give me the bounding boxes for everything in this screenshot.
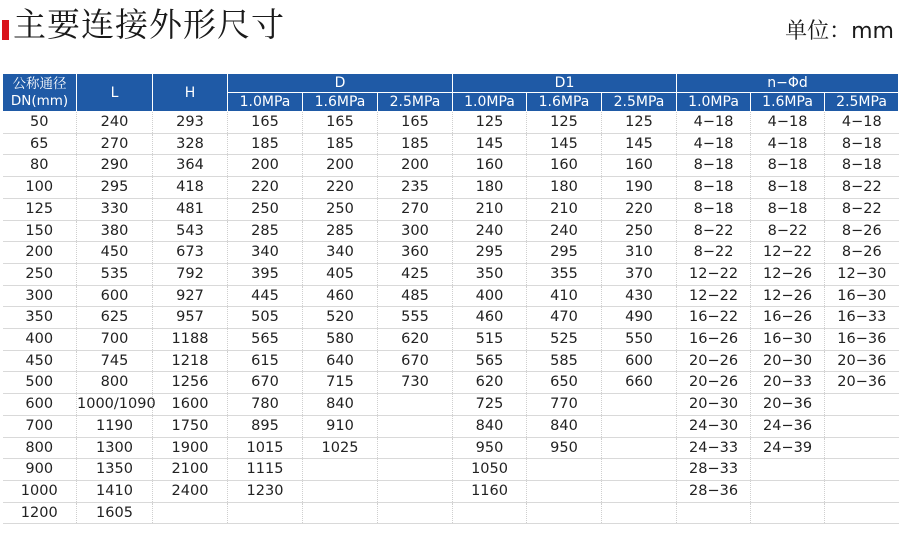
cell-d-2-5: 670 [378,350,453,372]
cell-nd-1-0: 24−30 [677,415,751,437]
cell-d1-1-6: 355 [527,263,602,285]
cell-nd-1-0: 8−18 [677,198,751,220]
cell-d1-1-0: 400 [453,285,527,307]
cell-d1-1-6: 145 [527,133,602,155]
cell-l: 240 [77,112,153,134]
cell-d1-2-5: 220 [602,198,677,220]
table-row [3,459,899,481]
table-row [3,112,899,134]
cell-d-1-6 [303,502,378,524]
cell-nd-2-5: 8−22 [825,198,899,220]
cell-nd-2-5 [825,415,899,437]
cell-nd-1-6: 24−36 [751,415,825,437]
cell-d-2-5: 300 [378,220,453,242]
header-nd-pressure-3: 2.5MPa [825,93,899,112]
cell-nd-1-0: 28−36 [677,480,751,502]
cell-d1-1-0: 565 [453,350,527,372]
cell-nd-1-0: 8−18 [677,155,751,177]
header-dn [3,74,77,112]
unit-label: 单位：mm [785,19,894,44]
cell-d1-1-0: 725 [453,394,527,416]
cell-d1-2-5: 550 [602,329,677,351]
cell-d1-2-5: 490 [602,307,677,329]
header-d1-pressure-2: 1.6MPa [527,93,602,112]
cell-nd-2-5 [825,394,899,416]
cell-d-1-0: 780 [228,394,303,416]
cell-d-1-0: 445 [228,285,303,307]
cell-d-1-0: 185 [228,133,303,155]
cell-l: 295 [77,177,153,199]
cell-nd-2-5: 20−36 [825,350,899,372]
cell-h: 2100 [153,459,228,481]
table-row [3,307,899,329]
cell-h: 1600 [153,394,228,416]
cell-d-1-6 [303,480,378,502]
cell-d-1-0: 250 [228,198,303,220]
cell-d-1-0: 1015 [228,437,303,459]
cell-nd-1-6: 8−18 [751,198,825,220]
cell-d-1-0: 220 [228,177,303,199]
cell-l: 600 [77,285,153,307]
cell-nd-1-0: 16−22 [677,307,751,329]
header-nd-pressure-1: 1.0MPa [677,93,751,112]
cell-nd-1-0: 16−26 [677,329,751,351]
cell-d1-2-5: 430 [602,285,677,307]
cell-nd-1-0: 20−26 [677,372,751,394]
cell-nd-1-6: 12−26 [751,263,825,285]
cell-nd-1-0: 12−22 [677,285,751,307]
cell-d-1-6: 340 [303,242,378,264]
cell-l: 1605 [77,502,153,524]
cell-d-1-0: 895 [228,415,303,437]
cell-d-1-0: 200 [228,155,303,177]
cell-d1-1-0: 840 [453,415,527,437]
cell-d-2-5 [378,459,453,481]
cell-dn: 1000 [3,480,77,502]
cell-h: 481 [153,198,228,220]
cell-nd-1-6: 12−26 [751,285,825,307]
cell-d1-1-6: 770 [527,394,602,416]
cell-nd-1-0: 4−18 [677,133,751,155]
cell-d1-1-6: 210 [527,198,602,220]
cell-d-1-6: 640 [303,350,378,372]
cell-nd-2-5: 8−26 [825,220,899,242]
cell-nd-1-0: 28−33 [677,459,751,481]
cell-d-2-5: 235 [378,177,453,199]
cell-nd-1-6 [751,480,825,502]
cell-d-1-6: 520 [303,307,378,329]
cell-nd-2-5 [825,437,899,459]
cell-nd-2-5: 20−36 [825,372,899,394]
cell-h: 418 [153,177,228,199]
cell-nd-2-5: 12−30 [825,263,899,285]
header-nd-pressure-2: 1.6MPa [751,93,825,112]
cell-dn: 100 [3,177,77,199]
cell-d-1-6: 165 [303,112,378,134]
cell-d-1-0: 285 [228,220,303,242]
cell-h: 293 [153,112,228,134]
cell-dn: 800 [3,437,77,459]
cell-nd-1-0: 20−26 [677,350,751,372]
cell-d1-1-6 [527,502,602,524]
cell-d-1-0: 670 [228,372,303,394]
cell-dn: 700 [3,415,77,437]
cell-d1-2-5 [602,394,677,416]
cell-nd-1-0: 12−22 [677,263,751,285]
cell-dn: 900 [3,459,77,481]
table-row [3,329,899,351]
cell-d1-1-0: 240 [453,220,527,242]
cell-d1-1-6: 585 [527,350,602,372]
cell-d-2-5 [378,394,453,416]
cell-l: 1000/1090 [77,394,153,416]
cell-d1-1-6: 650 [527,372,602,394]
cell-d-1-0: 505 [228,307,303,329]
cell-d1-2-5: 190 [602,177,677,199]
cell-dn: 350 [3,307,77,329]
cell-dn: 450 [3,350,77,372]
cell-d-1-6: 580 [303,329,378,351]
cell-d1-1-0 [453,502,527,524]
cell-d-2-5: 485 [378,285,453,307]
header-d-pressure-1: 1.0MPa [228,93,303,112]
cell-d1-1-6: 840 [527,415,602,437]
header-d-pressure-2: 1.6MPa [303,93,378,112]
cell-nd-1-0: 8−22 [677,220,751,242]
cell-d-1-6: 405 [303,263,378,285]
cell-dn: 600 [3,394,77,416]
cell-d-1-0: 565 [228,329,303,351]
cell-d1-2-5 [602,459,677,481]
cell-d-1-6: 200 [303,155,378,177]
table-row [3,263,899,285]
header-l: L [77,74,153,112]
cell-h: 1900 [153,437,228,459]
cell-nd-2-5: 8−22 [825,177,899,199]
cell-d1-1-6: 160 [527,155,602,177]
cell-d-1-0: 615 [228,350,303,372]
table-row [3,133,899,155]
table-row [3,415,899,437]
cell-nd-1-0: 4−18 [677,112,751,134]
cell-d1-1-6: 295 [527,242,602,264]
cell-d1-1-6: 950 [527,437,602,459]
cell-d1-1-6: 125 [527,112,602,134]
table-header [3,74,899,112]
cell-nd-1-6: 8−22 [751,220,825,242]
cell-nd-1-0: 20−30 [677,394,751,416]
cell-l: 380 [77,220,153,242]
cell-nd-2-5 [825,502,899,524]
cell-d1-2-5: 145 [602,133,677,155]
cell-d-1-0: 165 [228,112,303,134]
cell-l: 1300 [77,437,153,459]
cell-nd-2-5 [825,480,899,502]
cell-d-1-0 [228,502,303,524]
cell-d-2-5: 270 [378,198,453,220]
cell-d-1-0: 340 [228,242,303,264]
cell-nd-1-0: 24−33 [677,437,751,459]
cell-d-1-6: 185 [303,133,378,155]
page-title: 主要连接外形尺寸 [13,4,285,44]
cell-d1-2-5 [602,480,677,502]
cell-d-2-5: 730 [378,372,453,394]
cell-l: 330 [77,198,153,220]
cell-d-1-6 [303,459,378,481]
header-d: D [228,74,453,93]
cell-nd-2-5: 16−30 [825,285,899,307]
header-d-pressure-3: 2.5MPa [378,93,453,112]
table-row [3,155,899,177]
cell-nd-2-5: 4−18 [825,112,899,134]
cell-d-2-5: 165 [378,112,453,134]
cell-dn: 400 [3,329,77,351]
cell-d-1-0: 1230 [228,480,303,502]
cell-nd-1-6: 8−18 [751,177,825,199]
cell-l: 1410 [77,480,153,502]
table-row [3,220,899,242]
cell-d1-1-6: 240 [527,220,602,242]
header-d1-pressure-3: 2.5MPa [602,93,677,112]
cell-d-1-6: 250 [303,198,378,220]
cell-l: 800 [77,372,153,394]
cell-nd-1-0: 8−18 [677,177,751,199]
cell-dn: 250 [3,263,77,285]
cell-d1-2-5: 370 [602,263,677,285]
title-marker-icon [2,20,9,40]
cell-d1-1-0: 460 [453,307,527,329]
cell-d-1-6: 715 [303,372,378,394]
header-d1: D1 [453,74,677,93]
cell-nd-1-6: 8−18 [751,155,825,177]
cell-d1-1-0: 295 [453,242,527,264]
cell-l: 290 [77,155,153,177]
cell-d-2-5: 185 [378,133,453,155]
table-row [3,242,899,264]
cell-d-1-0: 395 [228,263,303,285]
table-row [3,502,899,524]
table-row [3,372,899,394]
cell-nd-1-6: 4−18 [751,133,825,155]
cell-h: 792 [153,263,228,285]
cell-d1-2-5: 600 [602,350,677,372]
cell-h [153,502,228,524]
cell-h: 543 [153,220,228,242]
cell-l: 270 [77,133,153,155]
cell-nd-1-0: 8−22 [677,242,751,264]
cell-d-2-5 [378,502,453,524]
cell-d1-1-0: 1050 [453,459,527,481]
cell-d-1-6: 910 [303,415,378,437]
cell-d-2-5: 360 [378,242,453,264]
cell-dn: 150 [3,220,77,242]
cell-d1-2-5 [602,502,677,524]
cell-nd-1-6 [751,502,825,524]
cell-d-1-0: 1115 [228,459,303,481]
cell-nd-1-6: 24−39 [751,437,825,459]
cell-l: 1190 [77,415,153,437]
cell-h: 2400 [153,480,228,502]
cell-dn: 50 [3,112,77,134]
cell-h: 1256 [153,372,228,394]
cell-d1-2-5: 310 [602,242,677,264]
cell-dn: 1200 [3,502,77,524]
cell-d1-2-5 [602,415,677,437]
cell-d1-1-6: 180 [527,177,602,199]
cell-l: 625 [77,307,153,329]
table-row [3,285,899,307]
cell-d1-2-5 [602,437,677,459]
cell-nd-1-6: 4−18 [751,112,825,134]
cell-h: 364 [153,155,228,177]
cell-d1-1-0: 125 [453,112,527,134]
table-row [3,394,899,416]
cell-d1-1-0: 180 [453,177,527,199]
cell-h: 328 [153,133,228,155]
cell-nd-1-6: 16−30 [751,329,825,351]
cell-d1-2-5: 125 [602,112,677,134]
table-row [3,437,899,459]
cell-d1-2-5: 660 [602,372,677,394]
cell-dn: 125 [3,198,77,220]
cell-dn: 300 [3,285,77,307]
cell-l: 745 [77,350,153,372]
cell-dn: 80 [3,155,77,177]
cell-d-2-5: 425 [378,263,453,285]
cell-nd-1-6: 12−22 [751,242,825,264]
cell-d-1-6: 220 [303,177,378,199]
cell-d1-1-0: 160 [453,155,527,177]
header-n-phi-d: n−Φd [677,74,899,93]
header-h: H [153,74,228,112]
cell-nd-1-0 [677,502,751,524]
cell-dn: 65 [3,133,77,155]
cell-d-1-6: 1025 [303,437,378,459]
cell-d1-1-0: 1160 [453,480,527,502]
cell-d1-1-0: 210 [453,198,527,220]
cell-h: 1750 [153,415,228,437]
cell-l: 450 [77,242,153,264]
cell-d-1-6: 285 [303,220,378,242]
cell-dn: 500 [3,372,77,394]
cell-nd-1-6: 16−26 [751,307,825,329]
cell-d-2-5 [378,437,453,459]
header-dn-line2: DN(mm) [10,92,69,109]
cell-l: 700 [77,329,153,351]
table-row [3,177,899,199]
cell-d-1-6: 840 [303,394,378,416]
cell-d1-1-6 [527,480,602,502]
cell-d1-2-5: 160 [602,155,677,177]
cell-h: 1188 [153,329,228,351]
cell-d-1-6: 460 [303,285,378,307]
cell-nd-2-5: 8−18 [825,133,899,155]
cell-h: 957 [153,307,228,329]
cell-nd-1-6: 20−30 [751,350,825,372]
cell-d1-1-0: 620 [453,372,527,394]
cell-d1-1-0: 350 [453,263,527,285]
cell-d1-1-0: 950 [453,437,527,459]
cell-d1-1-6: 410 [527,285,602,307]
cell-h: 673 [153,242,228,264]
cell-d1-2-5: 250 [602,220,677,242]
cell-d1-1-0: 145 [453,133,527,155]
cell-l: 1350 [77,459,153,481]
cell-l: 535 [77,263,153,285]
table-row [3,350,899,372]
cell-nd-2-5 [825,459,899,481]
table-body [3,112,899,524]
cell-dn: 200 [3,242,77,264]
cell-nd-1-6 [751,459,825,481]
cell-nd-2-5: 8−18 [825,155,899,177]
cell-h: 927 [153,285,228,307]
cell-d-2-5: 555 [378,307,453,329]
table-row [3,480,899,502]
header-d1-pressure-1: 1.0MPa [453,93,527,112]
cell-nd-2-5: 16−36 [825,329,899,351]
cell-nd-1-6: 20−33 [751,372,825,394]
cell-h: 1218 [153,350,228,372]
dimension-table [2,73,899,524]
cell-d-2-5: 620 [378,329,453,351]
cell-d1-1-6: 525 [527,329,602,351]
cell-d1-1-6: 470 [527,307,602,329]
cell-nd-2-5: 16−33 [825,307,899,329]
cell-d1-1-0: 515 [453,329,527,351]
cell-d-2-5: 200 [378,155,453,177]
table-row [3,198,899,220]
cell-d1-1-6 [527,459,602,481]
cell-d-2-5 [378,415,453,437]
cell-d-2-5 [378,480,453,502]
title-bar [0,0,285,44]
cell-nd-2-5: 8−26 [825,242,899,264]
header-dn-line1: 公称通径 [12,75,67,92]
cell-nd-1-6: 20−36 [751,394,825,416]
